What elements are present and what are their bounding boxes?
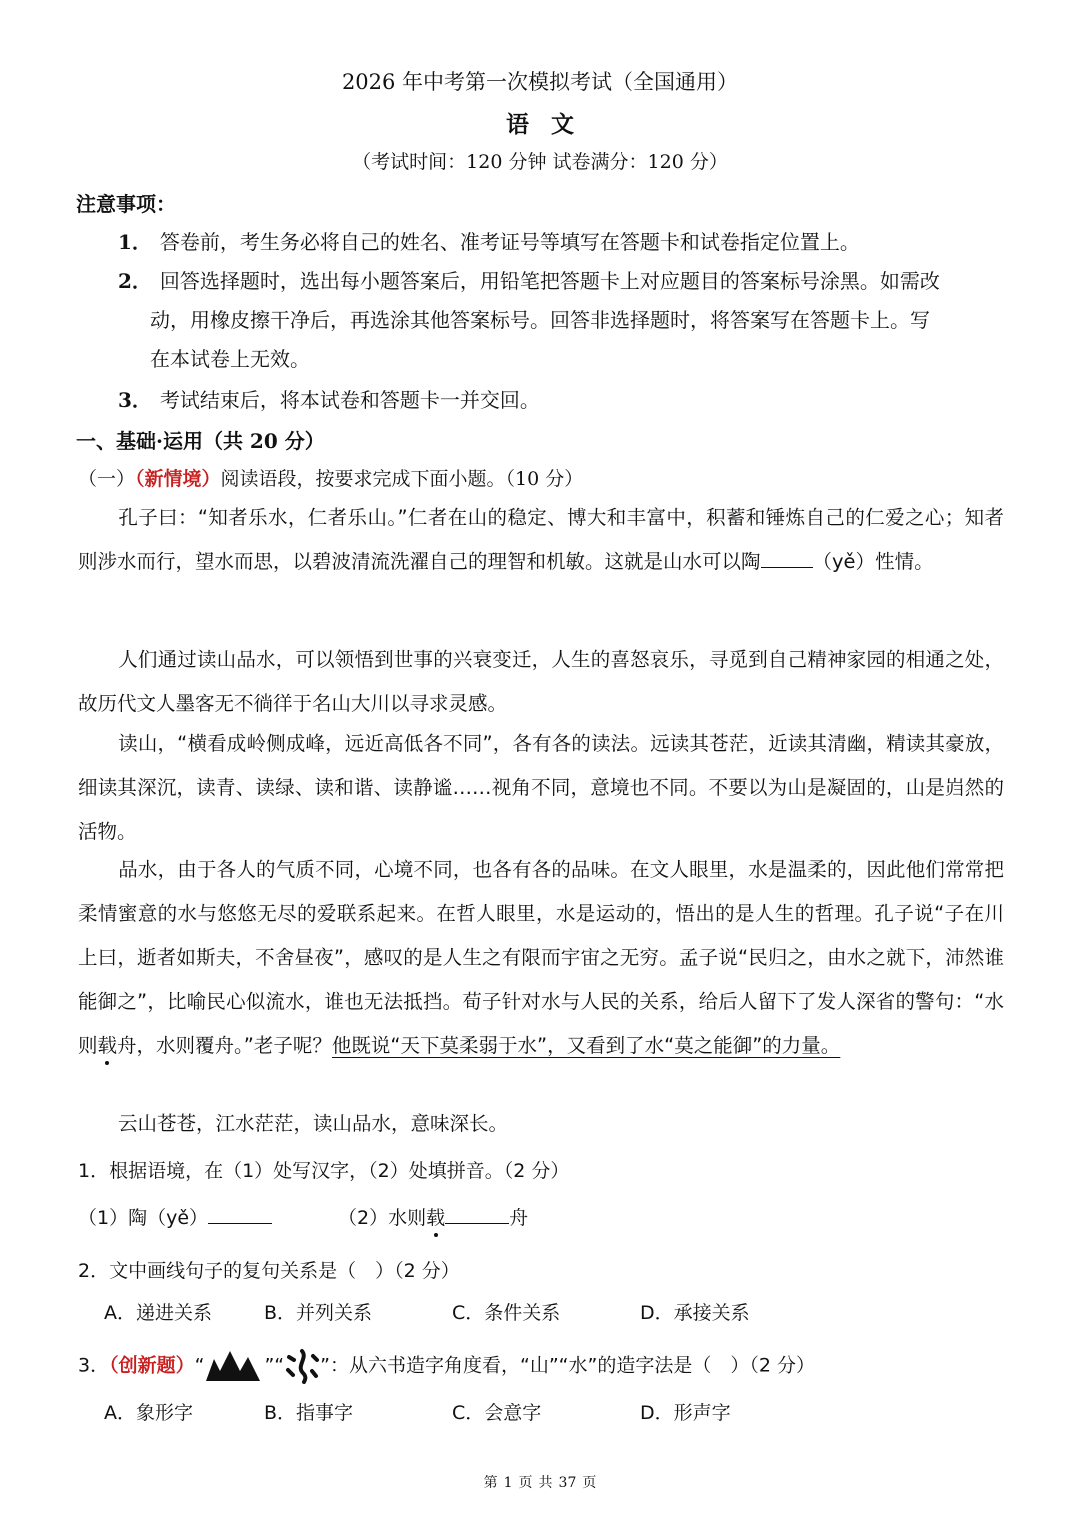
passage-paragraph-4: 品水，由于各人的气质不同，心境不同，也各有各的品味。在文人眼里，水是温柔的，因此他们常常把柔情蜜意的水与悠悠无尽的爱联系起来。在哲人眼里，水是运动的，悟出的是人生的哲理。孔子说“子在川上曰，逝者如斯夫，不舍昼夜”，感叹的是人生之有限而宇宙之无穷。孟子说“民归之，由水之就下，沛然谁能御之”，比喻民心似流水，谁也无法抵挡。荀子针对水与人民的关系，给后人留下了发人深省的警句：“水则载舟，水则覆舟。”老子呢？他既说“天下莫柔弱于水”，又看到了水“莫之能御”的力量。 [78,858,1004,1057]
q2-option-b[interactable]: B．并列关系 [264,1302,373,1324]
question-1-part-2: （2）水则载 舟 [338,1207,529,1229]
shui-pictograph-icon [284,1348,320,1384]
passage-paragraph-2: 人们通过读山品水，可以领悟到世事的兴衰变迁，人生的喜怒哀乐，寻觅到自己精神家园的相通之处，故历代文人墨客无不徜徉于名山大川以寻求灵感。 [78,648,1004,715]
subject-title: 语文 [506,111,596,138]
answer-blank[interactable] [761,549,813,568]
passage-paragraph-3: 读山，“横看成岭侧成峰，远近高低各不同”，各有各的读法。远读其苍茫，近读其清幽，精读其豪放，细读其深沉，读青、读绿、读和谐、读静谧……视角不同，意境也不同。不要以为山是凝固的，山是岿然的活物。 [78,732,1004,843]
question-1-part-1: （1）陶（yě） [78,1203,272,1230]
answer-blank[interactable] [445,1205,509,1224]
passage-paragraph-1: 孔子曰：“知者乐水，仁者乐山。”仁者在山的稳定、博大和丰富中，积蓄和锤炼自己的仁爱之心；知者则涉水而行，望水而思，以碧波清流洗濯自己的理智和机敏。这就是山水可以陶 （yě）性情。 [78,506,1004,573]
underlined-sentence: 他既说“天下莫柔弱于水”，又看到了水“莫之能御”的力量。 [331,1034,841,1057]
notice-item-2-cont: 动，用橡皮擦干净后，再选涂其他答案标号。回答非选择题时，将答案写在答题卡上。写 [150,308,930,332]
page-footer: 第 1 页 共 37 页 [483,1475,597,1491]
answer-blank[interactable] [208,1205,272,1224]
notice-item-3: 3． 考试结束后，将本试卷和答题卡一并交回。 [118,388,540,412]
q2-option-c[interactable]: C．条件关系 [452,1302,561,1324]
subsection-intro: （一）（新情境）阅读语段，按要求完成下面小题。（10 分） [78,468,584,490]
q2-option-d[interactable]: D．承接关系 [640,1302,750,1324]
q3-option-a[interactable]: A．象形字 [104,1402,193,1424]
question-1: 1．根据语境，在（1）处写汉字，（2）处填拼音。（2 分） [78,1160,570,1182]
section-heading: 一、基础·运用（共 20 分） [76,429,325,453]
q3-option-c[interactable]: C．会意字 [452,1402,542,1424]
innovation-tag: （创新题） [109,1354,195,1377]
exam-title: 2026 年中考第一次模拟考试（全国通用） [341,70,739,94]
notice-heading: 注意事项： [76,192,176,216]
passage-paragraph-5: 云山苍苍，江水茫茫，读山品水，意味深长。 [118,1112,509,1135]
emphasis-dot-char: 载 [426,1207,446,1229]
question-2: 2．文中画线句子的复句关系是（ ）（2 分） [78,1260,460,1282]
question-3: 3．（创新题）“ ”“ ”：从六书造字角度看，“山”“水”的造字法是（ ）（2 分） [78,1348,815,1384]
q3-option-d[interactable]: D．形声字 [640,1402,731,1424]
new-context-tag: （新情境） [135,468,221,490]
emphasis-dot-char: 载 [97,1034,118,1057]
page-total: 37 [558,1475,577,1491]
exam-info: （考试时间：120 分钟 试卷满分：120 分） [352,151,728,173]
q3-option-b[interactable]: B．指事字 [264,1402,354,1424]
notice-item-2: 2． 回答选择题时，选出每小题答案后，用铅笔把答题卡上对应题目的答案标号涂黑。如需改 [118,269,940,293]
notice-item-2-cont: 在本试卷上无效。 [150,347,310,371]
page-number: 1 [503,1475,513,1491]
shan-pictograph-icon [204,1349,264,1383]
notice-item-1: 1． 答卷前，考生务必将自己的姓名、准考证号等填写在答题卡和试卷指定位置上。 [118,230,860,254]
q2-option-a[interactable]: A．递进关系 [104,1302,212,1324]
